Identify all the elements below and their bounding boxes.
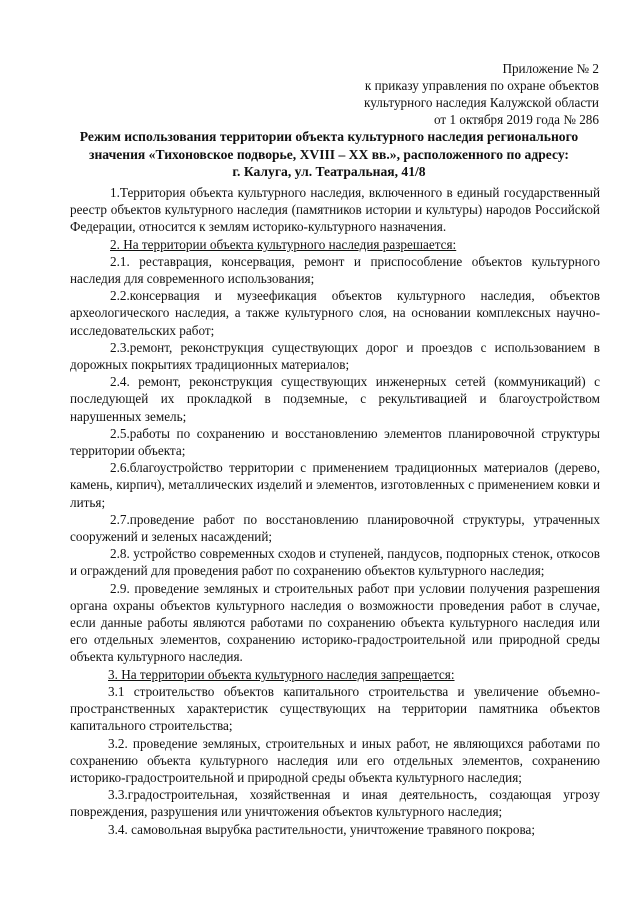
section-3-heading: 3. На территории объекта культурного наследия запрещается: bbox=[108, 666, 455, 682]
clause-2-3: 2.3.ремонт, реконструкция существующих дорог и проездов с использованием в дорожных покрытиях традиционных материалов; bbox=[70, 339, 600, 373]
appendix-authority: культурного наследия Калужской области bbox=[364, 95, 599, 110]
clause-3-3: 3.3.градостроительная, хозяйственная и иная деятельность, создающая угрозу повреждения, разрушения или уничтожения объектов культурного наследия; bbox=[70, 787, 600, 820]
clause-3-2: 3.2. проведение земляных, строительных и иных работ, не являющихся работами по сохранению объекта культурного наследия или его отдельных элементов, сохранению историко-градостроительной и природной среды объекта культурного наследия; bbox=[70, 735, 600, 785]
clause-2-4: 2.4. ремонт, реконструкция существующих инженерных сетей (коммуникаций) с последующей их прокладкой в подземные, с рекультивацией и благоустройством нарушенных земель; bbox=[70, 374, 600, 424]
document-title bbox=[50, 128, 608, 181]
clause-3-1: 3.1 строительство объектов капитального строительства и увеличение объемно-пространственных характеристик существующих на территории памятника объектов капитального строительства; bbox=[70, 683, 600, 734]
clause-2-5: 2.5.работы по сохранению и восстановлению элементов планировочной структуры территории объекта; bbox=[70, 425, 600, 459]
section-2-heading: 2. На территории объекта культурного наследия разрешается: bbox=[110, 236, 457, 252]
appendix-order-ref: к приказу управления по охране объектов bbox=[364, 78, 599, 93]
title-line-1: Режим использования территории объекта культурного наследия регионального bbox=[79, 129, 579, 144]
clause-3-4: 3.4. самовольная вырубка растительности, уничтожение травяного покрова; bbox=[108, 821, 536, 837]
clause-2-8: 2.8. устройство современных сходов и ступеней, пандусов, подпорных стенок, откосов и ограждений для проведения работ по сохранению объектов культурного наследия; bbox=[70, 546, 600, 579]
title-line-3: г. Калуга, ул. Театральная, 41/8 bbox=[232, 164, 426, 179]
clause-2-9: 2.9. проведение земляных и строительных работ при условии получения разрешения органа охраны объектов культурного наследия о возможности проведения работ в случае, если данные работы являются работами по сохранению объекта культурного наследия или его отдельных элементов, сохранению историко-градостроительной или природной среды объекта культурного наследия. bbox=[70, 580, 600, 665]
appendix-header bbox=[364, 60, 599, 128]
clause-2-6: 2.6.благоустройство территории с применением традиционных материалов (дерево, камень, кирпич), металлических изделий и элементов, изготовленных с применением ковки и литья; bbox=[70, 460, 600, 510]
appendix-number: Приложение № 2 bbox=[502, 61, 599, 76]
clause-2-2: 2.2.консервация и музеефикация объектов культурного наследия, объектов археологического наследия, а также культурного слоя, на основании комплексных научно-исследовательских работ; bbox=[70, 288, 600, 338]
appendix-date: от 1 октября 2019 года № 286 bbox=[433, 112, 599, 127]
clause-2-1: 2.1. реставрация, консервация, ремонт и приспособление объектов культурного наследия для современного использования; bbox=[70, 253, 600, 287]
document-body bbox=[70, 184, 600, 838]
clause-2-7: 2.7.проведение работ по восстановлению планировочной структуры, утраченных сооружений и зеленых насаждений; bbox=[70, 511, 600, 545]
title-line-2: значения «Тихоновское подворье, XVIII – XX вв.», расположенного по адресу: bbox=[89, 146, 569, 162]
paragraph-1: 1.Территория объекта культурного наследия, включенного в единый государственный реестр объектов культурного наследия (памятников истории и культуры) народов Российской Федерации, относится к землям историко-культурного назначения. bbox=[70, 185, 600, 235]
